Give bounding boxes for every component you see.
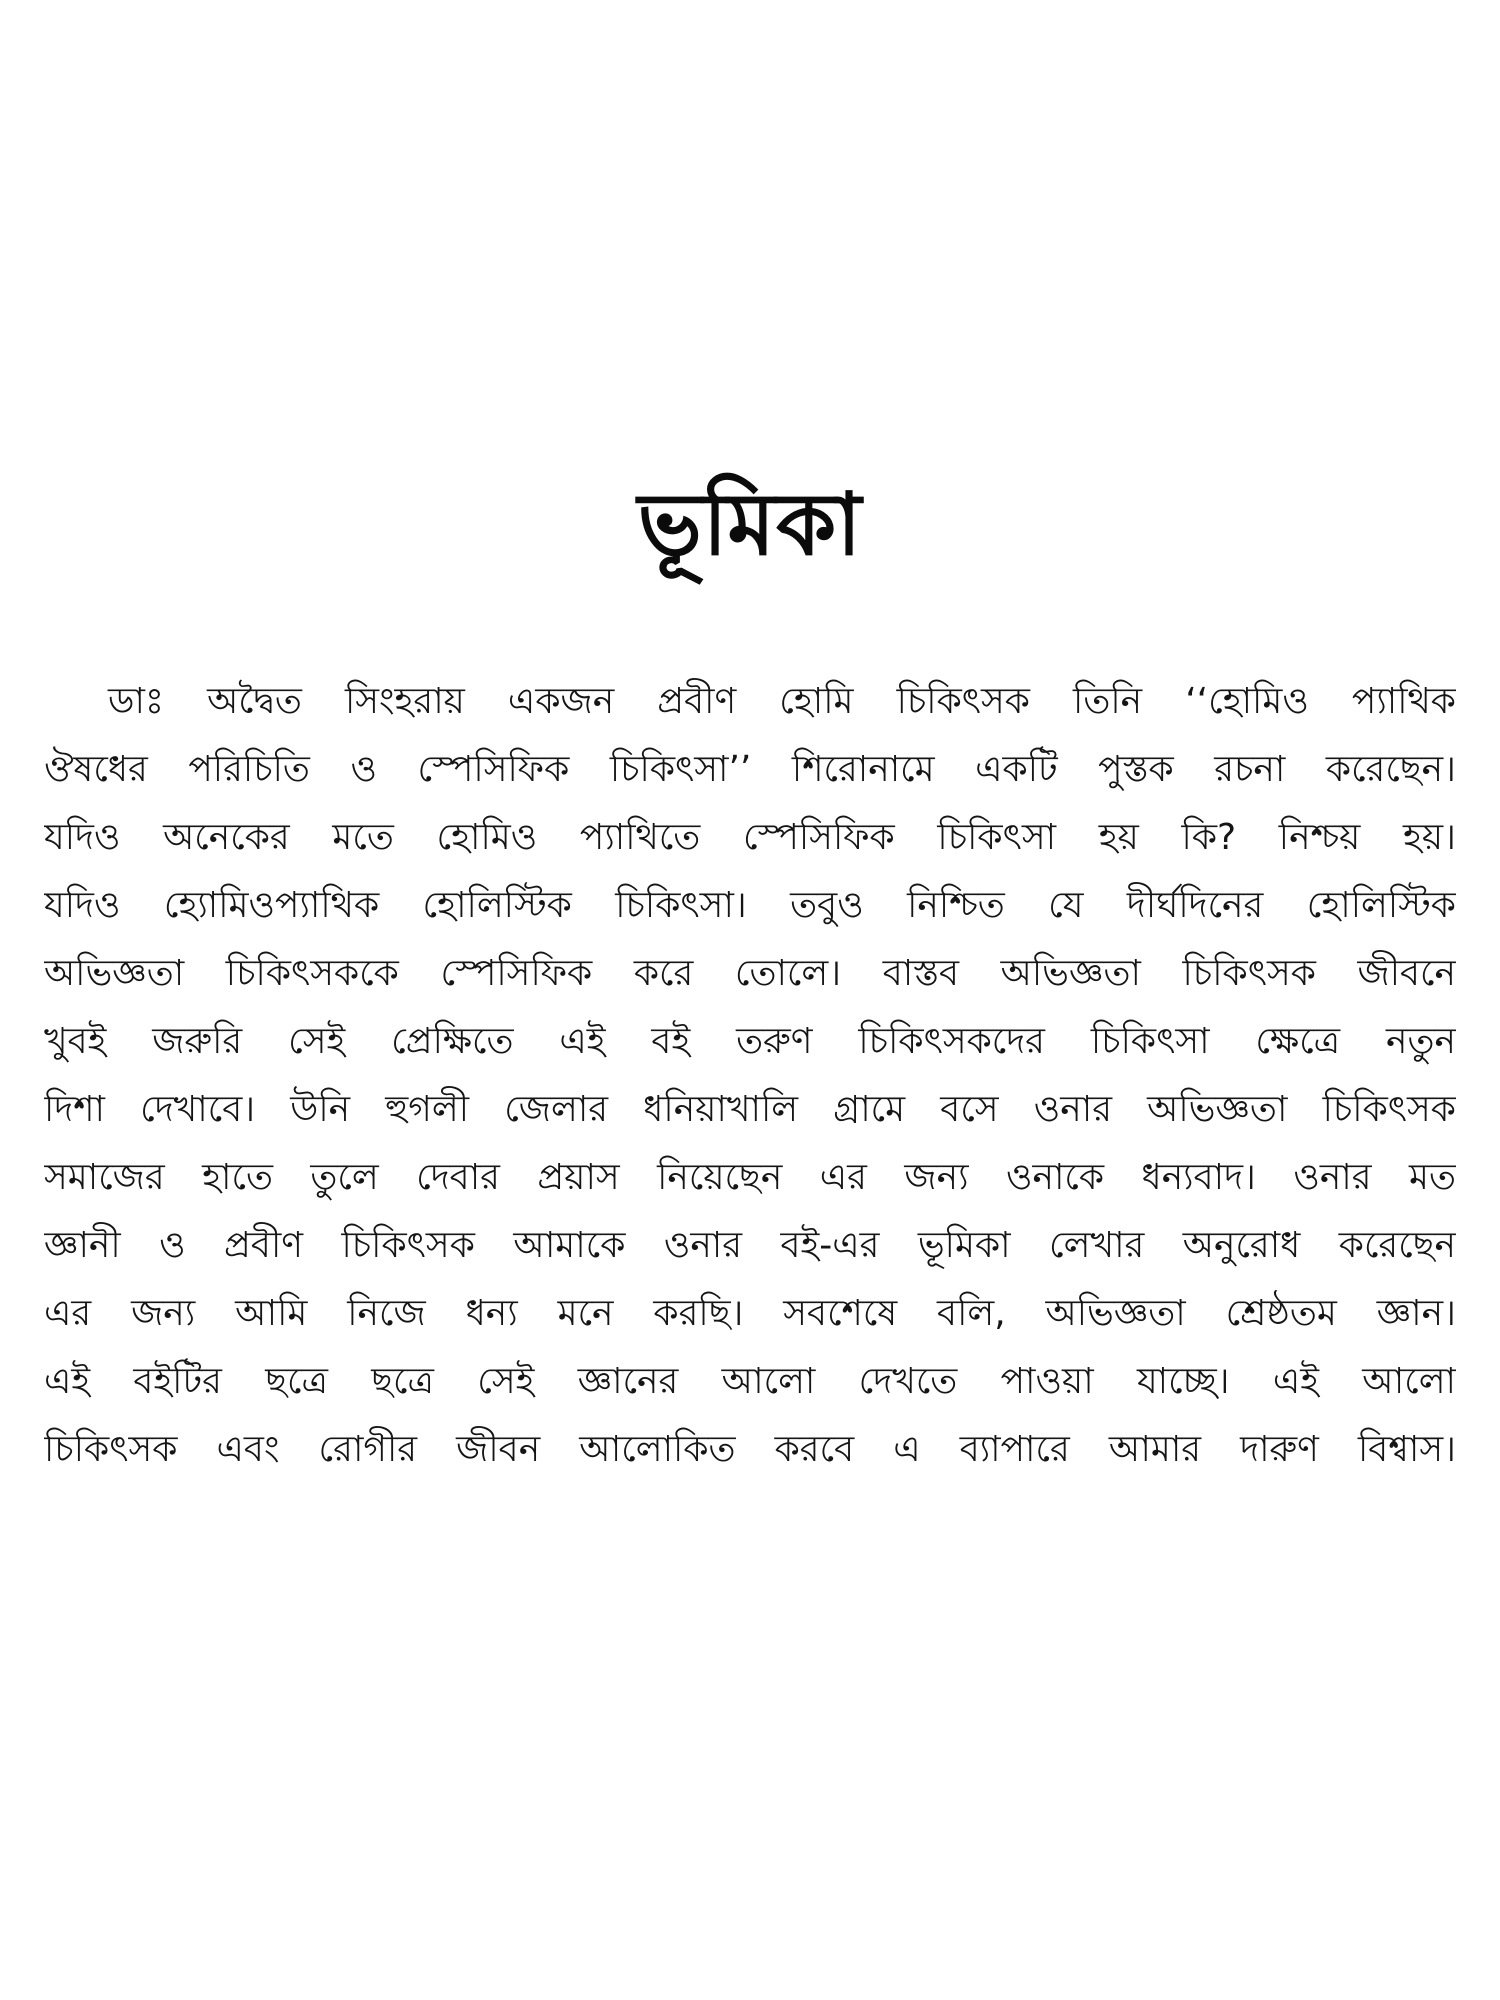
paragraph-line: সমাজের হাতে তুলে দেবার প্রয়াস নিয়েছেন এর জন্য ওনাকে ধন্যবাদ। ওনার মত [44,1157,1456,1198]
paragraph-line: জ্ঞানী ও প্রবীণ চিকিৎসক আমাকে ওনার বই-এর ভূমিকা লেখার অনুরোধ করেছেন [44,1225,1456,1266]
page-title: ভূমিকা [637,475,863,575]
paragraph-line: এর জন্য আমি নিজে ধন্য মনে করছি। সবশেষে বলি, অভিজ্ঞতা শ্রেষ্ঠতম জ্ঞান। [44,1293,1456,1334]
paragraph-line: যদিও অনেকের মতে হোমিও প্যাথিতে স্পেসিফিক চিকিৎসা হয় কি? নিশ্চয় হয়। [44,817,1456,858]
paragraph-line: খুবই জরুরি সেই প্রেক্ষিতে এই বই তরুণ চিকিৎসকদের চিকিৎসা ক্ষেত্রে নতুন [44,1021,1456,1062]
paragraph-line: এই বইটির ছত্রে ছত্রে সেই জ্ঞানের আলো দেখতে পাওয়া যাচ্ছে। এই আলো [44,1361,1456,1402]
paragraph-line: চিকিৎসক এবং রোগীর জীবন আলোকিত করবে এ ব্যাপারে আমার দারুণ বিশ্বাস। [44,1429,1456,1470]
paragraph-line: দিশা দেখাবে। উনি হুগলী জেলার ধনিয়াখালি গ্রামে বসে ওনার অভিজ্ঞতা চিকিৎসক [44,1089,1456,1130]
body-paragraph [44,668,1456,1484]
paragraph-line: ডাঃ অদ্বৈত সিংহরায় একজন প্রবীণ হোমি চিকিৎসক তিনি ‘‘হোমিও প্যাথিক [108,681,1456,722]
paragraph-line: ঔষধের পরিচিতি ও স্পেসিফিক চিকিৎসা’’ শিরোনামে একটি পুস্তক রচনা করেছেন। [44,749,1456,790]
paragraph-line: অভিজ্ঞতা চিকিৎসককে স্পেসিফিক করে তোলে। বাস্তব অভিজ্ঞতা চিকিৎসক জীবনে [44,953,1456,994]
paragraph-line: যদিও হ্যোমিওপ্যাথিক হোলিস্টিক চিকিৎসা। তবুও নিশ্চিত যে দীর্ঘদিনের হোলিস্টিক [44,885,1456,926]
